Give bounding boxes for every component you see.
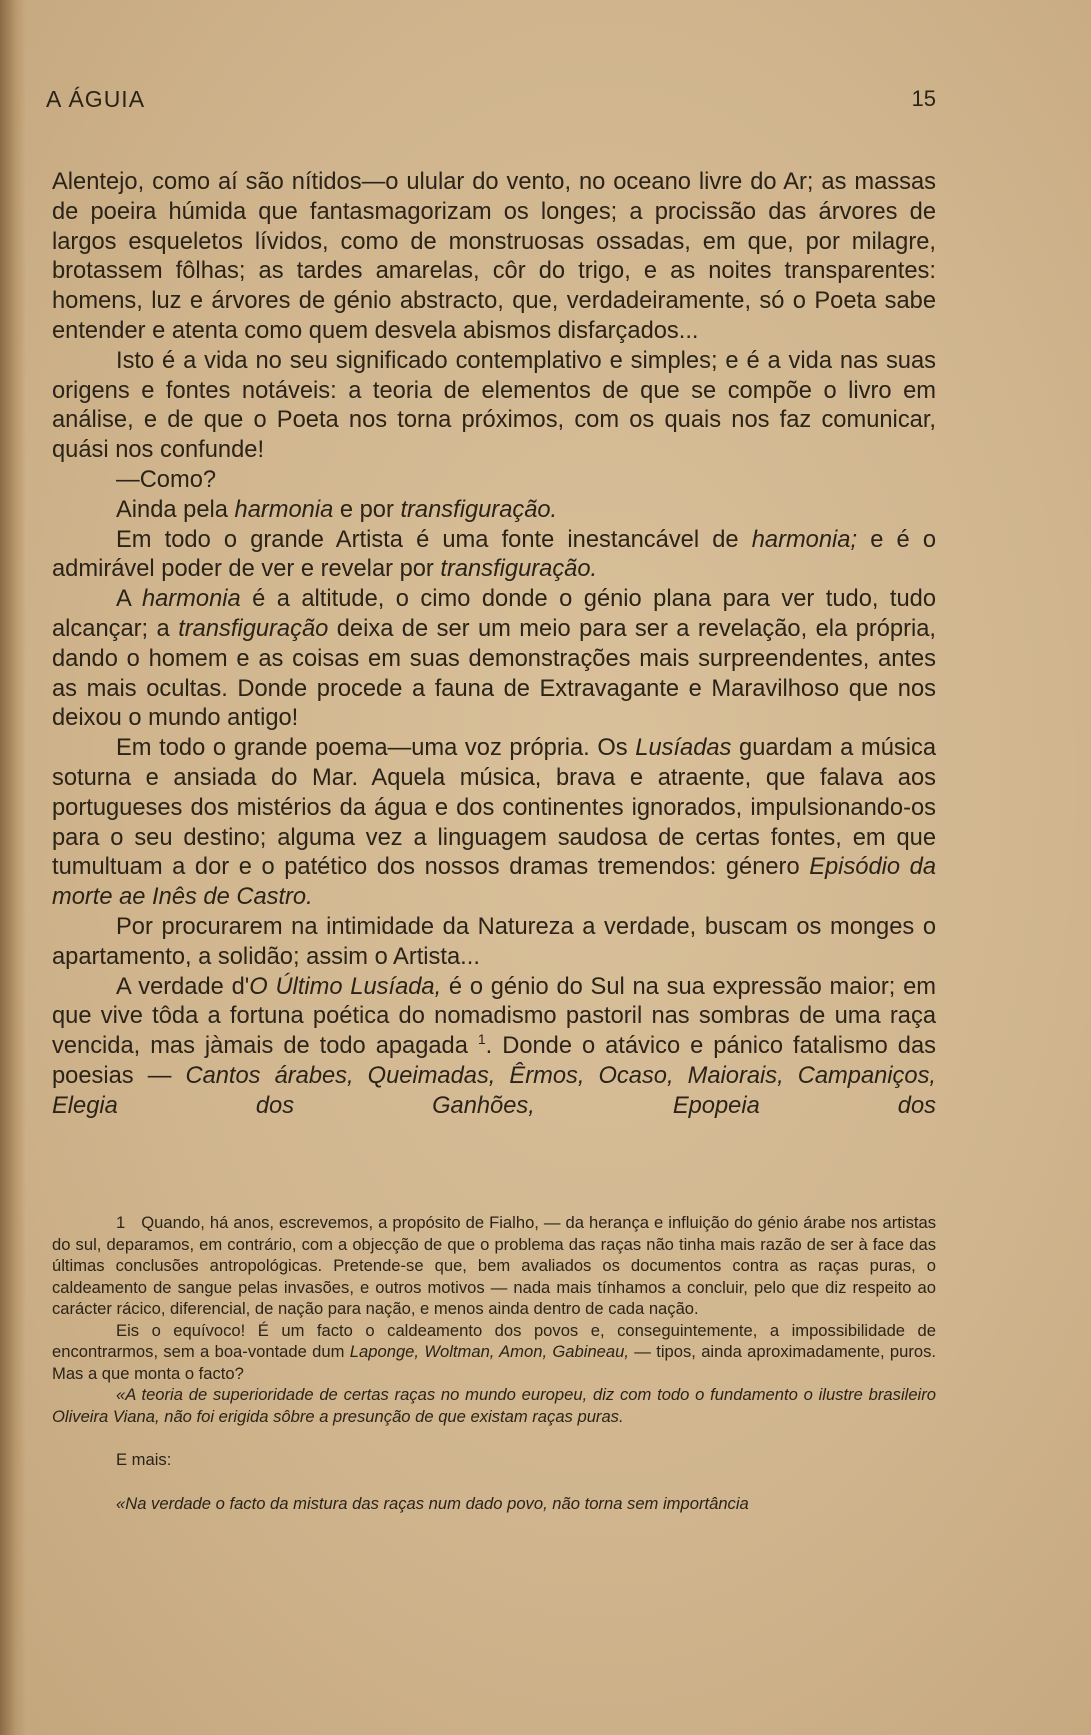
- text-run: Em todo o grande poema—uma voz própria. Os: [116, 735, 636, 762]
- text-run: — tipos, ainda aproximadamente, puros. Mas a que monta o facto?: [52, 1342, 937, 1383]
- text-run: Quando, há anos, escrevemos, a propósito de Fialho, — da herança e influição do génio árabe nos artistas do sul, deparamos, em contrário, com a objecção de que o problema das raças não tinha mais razão de ser à face das últimas conclusões antropológicas. Pretende-se que, bem avaliados os documentos contra as raças puras, o caldeamento de sangue pelas invasões, e outros motivos — nada mais tínhamos a concluir, pelo que diz respeito ao carácter rácico, diferencial, de nação para nação, e menos ainda dentro de cada nação.: [52, 1213, 936, 1318]
- footnote-quote-1: [52, 1384, 936, 1427]
- footnote-1: [52, 1212, 936, 1320]
- paragraph-3: —Como?: [116, 466, 217, 493]
- italic-term-harmonia: harmonia: [234, 496, 334, 523]
- paragraph-1: Alentejo, como aí são nítidos—o ulular do vento, no oceano livre do Ar; as massas de poeira húmida que fantasmagorizam os longes; a procissão das árvores de largos esqueletos lívidos, como de monstruosas ossadas, em que, por milagre, brotassem fôlhas; as tardes amarelas, côr do trigo, e as noites transparentes: homens, luz e árvores de génio abstracto, que, verdadeiramente, só o Poeta sabe entender e atenta como quem desvela abismos disfarçados...: [52, 169, 936, 344]
- italic-title-ultimo-lusiada: O Último Lusíada,: [249, 973, 442, 1000]
- paragraph-5: [52, 526, 936, 586]
- footnote-reference: 1: [477, 1031, 486, 1048]
- text-run: A verdade d': [116, 973, 250, 1000]
- italic-quote: «Na verdade o facto da mistura das raças num dado povo, não torna sem importância: [116, 1493, 749, 1513]
- paragraph-8: Por procurarem na intimidade da Natureza a verdade, buscam os monges o apartamento, a solidão; assim o Artista...: [52, 913, 936, 970]
- paragraph-6: [52, 585, 936, 734]
- text-run: guardam a música soturna e ansiada do Mar. Aquela música, brava e atraente, que falava aos portugueses dos mistérios da água e dos continentes ignorados, impulsionando-os para o seu destino; alguma vez a linguagem saudosa de certas fontes, em que tumultuam a dor e o patético dos nossos dramas tremendos: género: [52, 735, 936, 881]
- text-run: é a altitude, o cimo donde o génio plana para ver tudo, tudo alcançar; a: [52, 586, 936, 642]
- paragraph-2: Isto é a vida no seu significado contemplativo e simples; e é a vida nas suas origens e fontes notáveis: a teoria de elementos de que se compõe o livro em análise, e de que o Poeta nos torna próximos, com os quais nos faz comunicar, quási nos confunde!: [52, 347, 936, 464]
- footnotes: [52, 1212, 936, 1514]
- italic-term-transfiguracao: transfiguração: [178, 615, 329, 642]
- italic-title-lusiadas: Lusíadas: [635, 735, 732, 762]
- running-title: A ÁGUIA: [46, 86, 146, 112]
- text-run: deixa de ser um meio para ser a revelação, ela própria, dando o homem e as coisas em suas demonstrações mais surpreendentes, antes as mais ocultas. Donde procede a fauna de Extravagante e Maravilhoso que nos deixou o mundo antigo!: [52, 615, 937, 732]
- text-run: é o génio do Sul na sua expressão maior; em que vive tôda a fortuna poética do nomadismo pastoril nas sombras de uma raça vencida, mas jàmais de todo apagada: [52, 973, 937, 1060]
- page-number: 15: [911, 86, 936, 111]
- text-run: e por: [333, 496, 401, 523]
- footnote-quote-2: [52, 1493, 936, 1515]
- italic-term-harmonia: harmonia: [141, 586, 241, 613]
- paragraph-9: [52, 973, 936, 1122]
- italic-term-harmonia: harmonia;: [751, 526, 858, 553]
- footnote-number: 1: [116, 1213, 126, 1232]
- paragraph-7: [52, 734, 936, 913]
- page-edge-shadow: [0, 0, 26, 1735]
- paragraph-4: [52, 496, 936, 526]
- italic-poem-titles: Cantos árabes, Queimadas, Êrmos, Ocaso, Maiorais, Campaniços, Elegia dos Ganhões, Epopeia dos: [52, 1062, 937, 1119]
- page-header: [46, 86, 936, 120]
- text-run: e é o admirável poder de ver e revelar por: [52, 526, 936, 583]
- italic-quote: «A teoria de superioridade de certas raças no mundo europeu, diz com todo o fundamento o ilustre brasileiro Oliveira Viana, não foi erigida sôbre a presunção de que existam raças puras.: [52, 1385, 936, 1426]
- italic-title-episodio: Episódio da morte ae Inês de Castro.: [52, 854, 936, 911]
- text-run: . Donde o atávico e pánico fatalismo das poesias —: [52, 1033, 936, 1089]
- italic-term-transfiguracao: transfiguração.: [400, 496, 558, 523]
- footnote-paragraph-2: [52, 1320, 936, 1385]
- italic-author-names: Laponge, Woltman, Amon, Gabineau,: [349, 1342, 629, 1361]
- text-run: A: [116, 586, 142, 613]
- footnote-paragraph-4: E mais:: [116, 1450, 172, 1469]
- text-run: Em todo o grande Artista é uma fonte inestancável de: [116, 526, 752, 553]
- text-run: Eis o equívoco! É um facto o caldeamento dos povos e, conseguintemente, a impossibilidade de encontrarmos, sem a boa-vontade dum: [52, 1320, 936, 1361]
- text-run: Ainda pela: [116, 496, 235, 523]
- body-text: [52, 168, 936, 1122]
- italic-term-transfiguracao: transfiguração.: [440, 556, 598, 583]
